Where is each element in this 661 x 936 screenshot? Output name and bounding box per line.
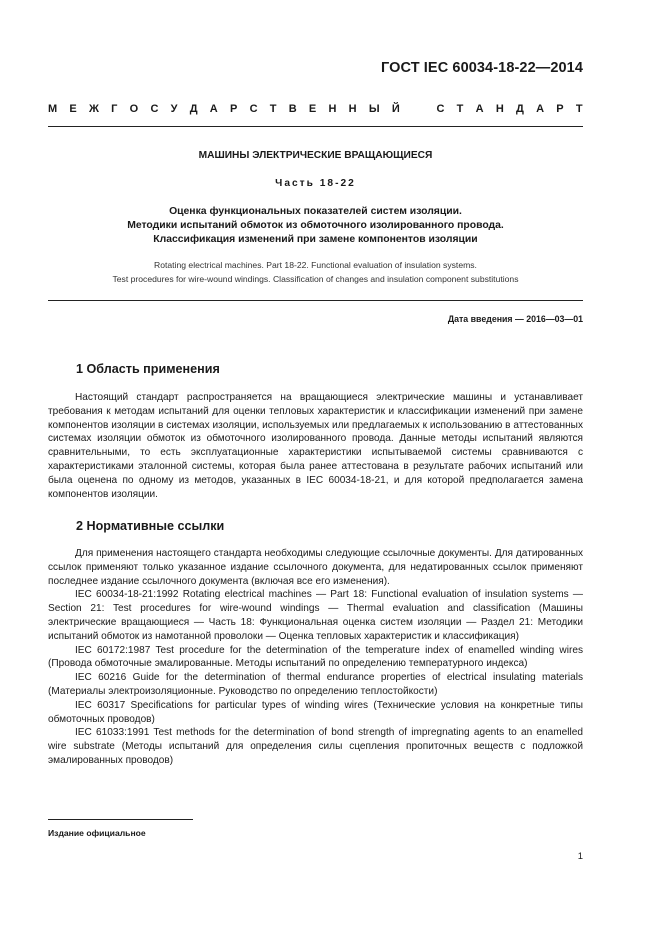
- heading-letter: О: [129, 103, 139, 115]
- heading-letter: Н: [328, 103, 337, 115]
- heading-letter: А: [536, 103, 545, 115]
- heading-letter: Р: [229, 103, 238, 115]
- heading-letter: Г: [111, 103, 118, 115]
- heading-letter: С: [150, 103, 159, 115]
- heading-letter: Н: [348, 103, 357, 115]
- main-title: МАШИНЫ ЭЛЕКТРИЧЕСКИЕ ВРАЩАЮЩИЕСЯ: [198, 150, 433, 161]
- heading-letter: Ж: [88, 103, 99, 115]
- heading-letter: А: [475, 103, 484, 115]
- interstate-standard-heading: [48, 103, 583, 115]
- heading-letter: В: [288, 103, 297, 115]
- heading-letter: У: [170, 103, 178, 115]
- heading-letter: Т: [269, 103, 277, 115]
- introduction-date: Дата введения — 2016—03—01: [447, 314, 583, 324]
- reference-item: IEC 60317 Specifications for particular types of winding wires (Технические условия на конкретные типы обмоточных проводов): [48, 699, 583, 725]
- standard-code: ГОСТ IEC 60034-18-22—2014: [381, 60, 583, 76]
- heading-letter: Д: [189, 103, 198, 115]
- heading-letter: Е: [69, 103, 77, 115]
- footer-divider: [48, 819, 193, 820]
- heading-letter: Д: [516, 103, 524, 115]
- top-divider: [48, 126, 583, 127]
- section-1-heading: 1 Область применения: [76, 362, 220, 376]
- reference-item: IEC 61033:1991 Test methods for the determination of bond strength of impregnating agents to an enamelled wire substrate (Методы испытаний для определения силы сцепления пропиточных веществ с подложкой эмалированных проводов): [48, 727, 583, 766]
- paragraph: Настоящий стандарт распространяется на вращающиеся электрические машины и устанавливает требования к методам испытаний для оценки тепловых характеристик и классификации изменений при замене компонентов изоляции в системах изоляции, используемых или предлагаемых к использованию в аттестованных системах изоляции обмоток из обмоточного изолированного провода. Данные методы испытаний являются сравнительными, то есть эксплуатационные характеристики испытываемой системы сравниваются с характеристиками эталонной системы, которая была ранее аттестована в результате рабочих испытаний или была оценена по одному из методов, указанных в IEC 60034-18-21, и для которой предполагается замена компонентов изоляции.: [48, 392, 583, 500]
- subtitle-line: Классификация изменений при замене компонентов изоляции: [153, 234, 478, 245]
- reference-item: IEC 60034-18-21:1992 Rotating electrical machines — Part 18: Functional evaluation of insulation systems — Section 21: Test procedures for wire-wound windings — Thermal evaluation and classification (Машины электрические вращающиеся — Часть 18: Функциональная оценка систем изоляции — Раздел 21: Методики испытаний обмоток из намотанной проволоки — Оценка тепловых характеристик и классификация): [48, 589, 583, 642]
- title-divider: [48, 300, 583, 301]
- subtitle-line: Методики испытаний обмоток из обмоточного изолированного провода.: [127, 220, 504, 231]
- page-number: 1: [577, 851, 583, 862]
- reference-item: IEC 60216 Guide for the determination of thermal endurance properties of electrical insulating materials (Материалы электроизоляционные. Руководство по определению теплостойкости): [48, 672, 583, 697]
- heading-letter: Е: [308, 103, 317, 115]
- heading-letter: С: [249, 103, 258, 115]
- subtitle-line: Оценка функциональных показателей систем изоляции.: [169, 206, 462, 217]
- heading-letter: Т: [575, 103, 583, 115]
- heading-letter: Й: [391, 103, 400, 115]
- reference-item: IEC 60172:1987 Test procedure for the determination of the temperature index of enamelled winding wires (Провода обмоточные эмалированные. Методы испытаний по определению температурного индекса): [48, 644, 583, 670]
- section-2-heading: 2 Нормативные ссылки: [76, 519, 225, 533]
- english-title-line: Rotating electrical machines. Part 18-22. Functional evaluation of insulation systems.: [154, 260, 477, 270]
- heading-letter: Ы: [368, 103, 380, 115]
- english-title-line: Test procedures for wire-wound windings. Classification of changes and insulation component substitutions: [112, 273, 519, 284]
- section-2-body: [48, 547, 583, 768]
- heading-letter: Н: [495, 103, 504, 115]
- english-title-block: [48, 259, 583, 286]
- subtitle-block: [48, 205, 583, 247]
- heading-letter: Р: [556, 103, 564, 115]
- heading-letter: Т: [456, 103, 464, 115]
- official-edition-label: Издание официальное: [48, 828, 146, 838]
- heading-letter: А: [209, 103, 218, 115]
- section-1-body: [48, 391, 583, 501]
- heading-letter: М: [48, 103, 58, 115]
- heading-letter: С: [436, 103, 445, 115]
- part-title: Часть 18-22: [275, 178, 356, 189]
- paragraph: Для применения настоящего стандарта необходимы следующие ссылочные документы. Для датированных ссылок применяют только указанное издание ссылочного документа, для недатированных ссылок применяют последнее издание ссылочного документа (включая все его изменения).: [48, 548, 583, 587]
